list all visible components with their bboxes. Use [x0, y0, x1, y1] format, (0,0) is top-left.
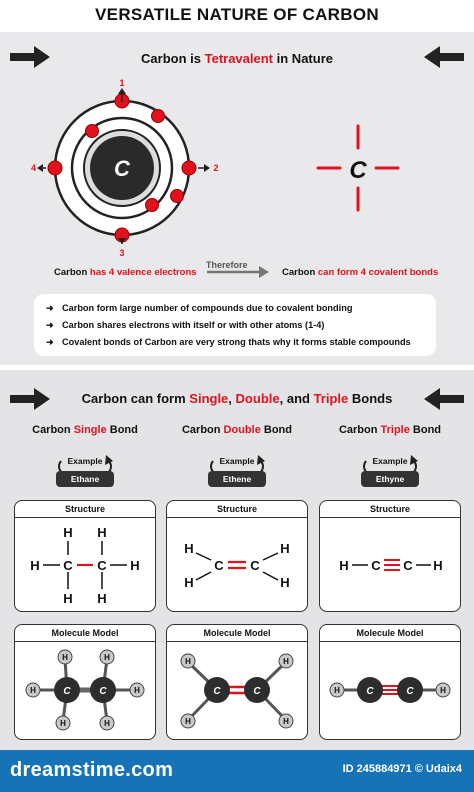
footer-bar [0, 750, 474, 792]
image-id: ID 245884971 © Udaix4 [342, 763, 462, 775]
svg-text:H: H [30, 686, 36, 695]
svg-text:C: C [371, 558, 381, 573]
svg-text:H: H [433, 558, 443, 573]
svg-text:H: H [62, 653, 68, 662]
page-title: VERSATILE NATURE OF CARBON [95, 5, 379, 24]
ethane-structure [15, 519, 155, 611]
svg-text:H: H [334, 686, 340, 695]
example-ethene: Ethene [208, 471, 266, 487]
therefore-arrow-icon [205, 263, 271, 279]
svg-text:H: H [104, 653, 110, 662]
panel-heading: Molecule Model [320, 625, 460, 642]
panel-heading: Molecule Model [167, 625, 307, 642]
facts-box [34, 294, 436, 356]
svg-text:C: C [99, 686, 107, 697]
electron-number-3: 3 [119, 248, 125, 258]
svg-text:H: H [280, 575, 290, 590]
electron-number-2: 2 [213, 163, 219, 173]
carbon-bonds-cross [310, 122, 410, 216]
svg-text:H: H [184, 575, 194, 590]
example-label: Example [67, 456, 103, 466]
fact-item: ➜ Carbon shares electrons with itself or with other atoms (1-4) [46, 320, 325, 330]
example-label: Example [219, 456, 255, 466]
double-bond-title: Carbon Double Bond [181, 424, 292, 436]
cross-symbol: C [349, 157, 367, 184]
dreamstime-logo[interactable]: dreamstime.com [10, 759, 174, 781]
carbon-atom-diagram [30, 78, 220, 258]
valence-electron-2 [182, 161, 196, 175]
tetravalent-heading: Carbon is Tetravalent in Nature [141, 51, 333, 66]
arrow-right-icon: ➜ [46, 337, 54, 347]
svg-text:C: C [250, 558, 260, 573]
structure-panel-triple [319, 500, 461, 612]
example-label: Example [372, 456, 408, 466]
structure-panel-single [14, 500, 156, 612]
ethyne-structure [320, 519, 460, 611]
valence-caption: Carbon has 4 valence electrons [54, 267, 197, 278]
svg-text:C: C [213, 686, 221, 697]
example-ethane: Ethane [56, 471, 114, 487]
svg-text:H: H [283, 657, 289, 666]
arrow-right-icon: ➜ [46, 320, 54, 330]
arrow-right-icon: ➜ [46, 303, 54, 313]
svg-text:C: C [403, 558, 413, 573]
svg-text:H: H [104, 719, 110, 728]
svg-text:H: H [134, 686, 140, 695]
electron-number-1: 1 [119, 78, 125, 88]
triple-bond-title: Carbon Triple Bond [338, 424, 442, 436]
ethene-structure [167, 519, 307, 611]
svg-text:C: C [63, 686, 71, 697]
single-bond-title: Carbon Single Bond [32, 424, 138, 436]
fact-item: ➜ Carbon form large number of compounds due to covalent bonding [46, 303, 353, 313]
panel-heading: Structure [15, 501, 155, 518]
panel-heading: Structure [167, 501, 307, 518]
therefore-label: Therefore [206, 260, 248, 270]
bonds-heading: Carbon can form Single, Double, and Triple Bonds [81, 391, 393, 406]
svg-text:C: C [406, 686, 414, 697]
fact-item: ➜ Covalent bonds of Carbon are very strong thats why it forms stable compounds [46, 337, 411, 347]
svg-text:H: H [184, 541, 194, 556]
ethyne-model [320, 643, 460, 739]
svg-text:C: C [214, 558, 224, 573]
svg-text:H: H [280, 541, 290, 556]
svg-text:H: H [60, 719, 66, 728]
panel-heading: Structure [320, 501, 460, 518]
svg-text:C: C [366, 686, 374, 697]
structure-panel-double [166, 500, 308, 612]
svg-text:H: H [440, 686, 446, 695]
valence-electron-4 [48, 161, 62, 175]
svg-text:H: H [97, 591, 107, 606]
svg-text:H: H [130, 558, 140, 573]
svg-text:H: H [185, 717, 191, 726]
svg-text:H: H [63, 525, 73, 540]
ethane-model [15, 643, 155, 739]
svg-text:H: H [30, 558, 40, 573]
svg-text:C: C [63, 558, 73, 573]
example-ethyne: Ethyne [361, 471, 419, 487]
nucleus-symbol: C [114, 156, 130, 181]
model-panel-triple [319, 624, 461, 740]
svg-text:C: C [253, 686, 261, 697]
svg-text:C: C [97, 558, 107, 573]
model-panel-double [166, 624, 308, 740]
model-panel-single [14, 624, 156, 740]
electron-number-4: 4 [31, 163, 37, 173]
covalent-caption: Carbon can form 4 covalent bonds [282, 267, 439, 278]
svg-text:H: H [283, 717, 289, 726]
ethene-model [167, 643, 307, 739]
svg-text:H: H [97, 525, 107, 540]
svg-text:H: H [339, 558, 349, 573]
svg-text:H: H [63, 591, 73, 606]
panel-heading: Molecule Model [15, 625, 155, 642]
svg-text:H: H [185, 657, 191, 666]
